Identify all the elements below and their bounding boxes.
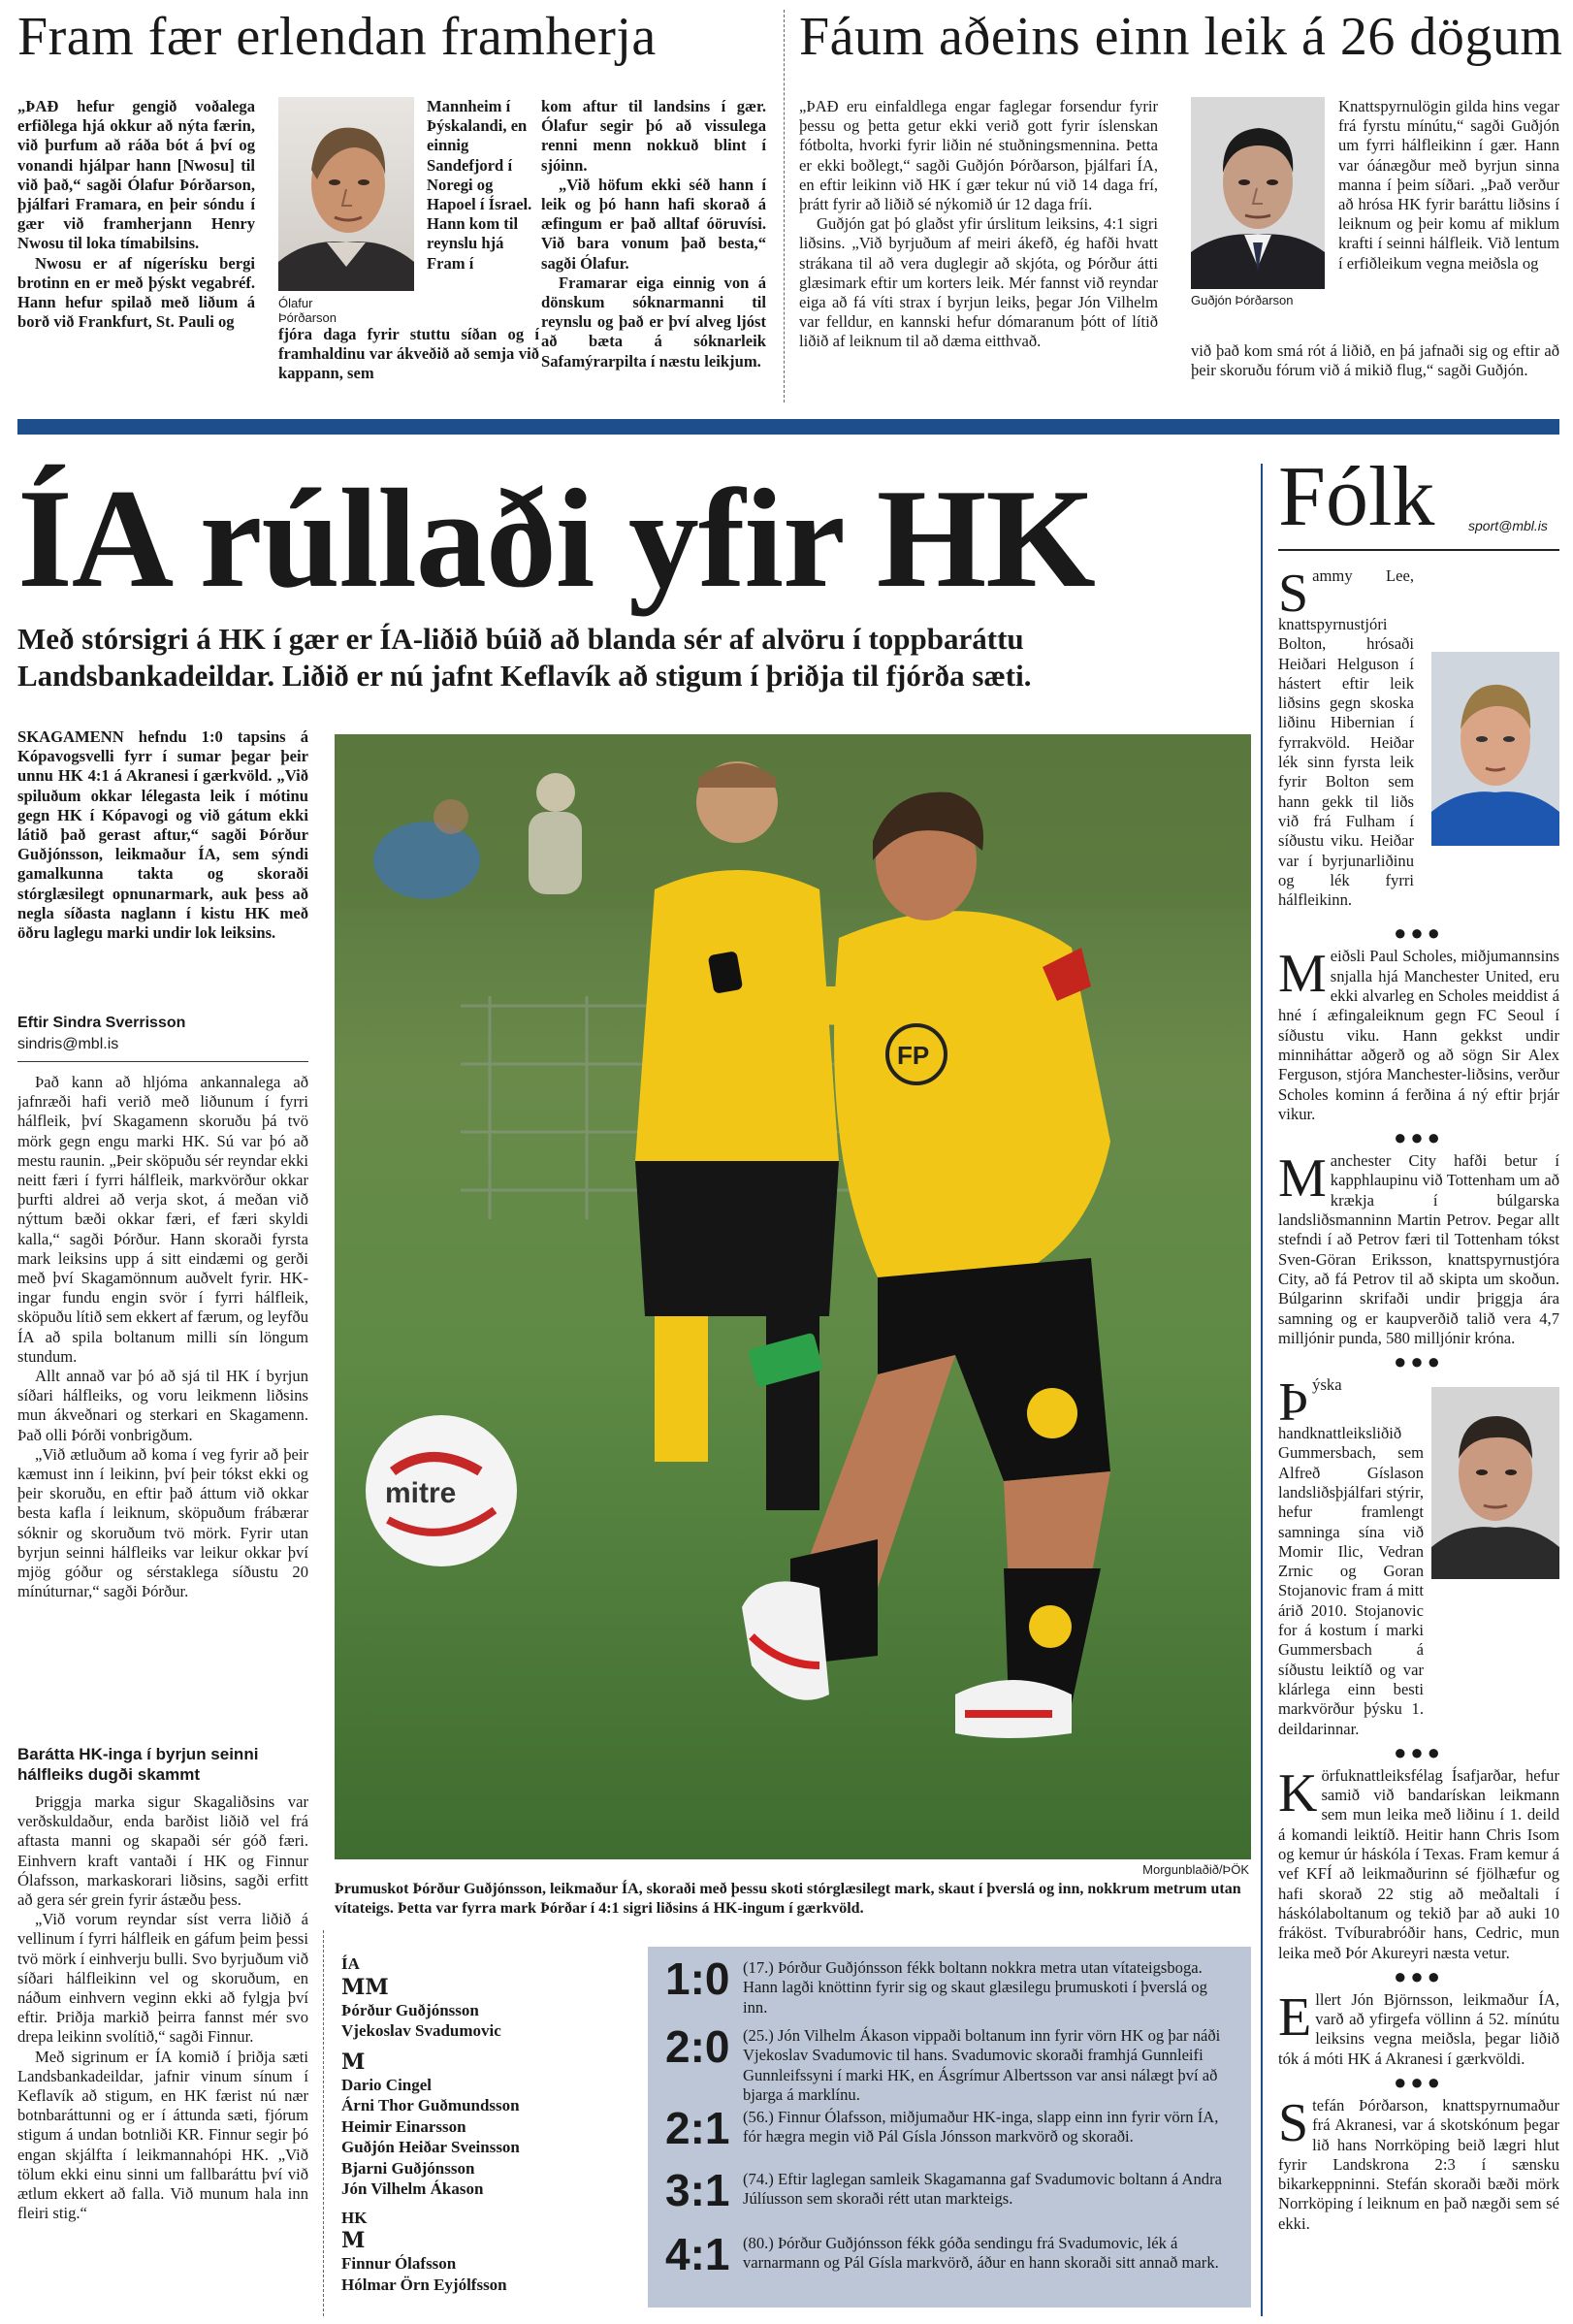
lineup-player: Guðjón Heiðar Sveinsson — [341, 2138, 520, 2156]
top-right-col2 — [1338, 97, 1559, 339]
goal-score: 1:0 — [665, 1953, 730, 2004]
folk-divider — [1261, 464, 1263, 2316]
goal-text: (17.) Þórður Guðjónsson fékk boltann nokkra metra utan vítateigsboga. Hann lagði knöttinn fyrir sig og skaut glæsilegu þrumuskoti í þverslá og inn. — [743, 1958, 1207, 2017]
lineup-player: Hólmar Örn Eyjólfsson — [341, 2275, 507, 2294]
goal-entry — [665, 1953, 1236, 2017]
byline-name: Eftir Sindra Sverrisson — [17, 1015, 186, 1031]
goal-score: 3:1 — [665, 2165, 730, 2215]
lineup — [341, 1953, 623, 2295]
folk-separator: ●●● — [1394, 1739, 1444, 1764]
main-subhead: Með stórsigri á HK í gær er ÍA-liðið búið að blanda sér af alvöru í toppbaráttu Landsbankadeildar. Liðið er nú jafnt Keflavík að stigum í þriðja til fjórða sæti. — [17, 622, 1032, 693]
lineup-player: Vjekoslav Svadumovic — [341, 2021, 501, 2040]
drop-cap: M — [1278, 1148, 1327, 1210]
gudjon-photo — [1191, 97, 1325, 289]
top-left-col3-p3: Framarar eiga einnig von á dönskum sóknarmanni til reynslu og það er því alveg ljóst að bæta á sóknarleik Safamýrarpilta í næstu leikjum. — [541, 273, 766, 371]
folk-separator: ●●● — [1394, 1125, 1444, 1150]
folk-item-text: ammy Lee, knattspyrnustjóri Bolton, hrósaði Heiðari Helguson í hástert eftir leik liðsins gegn skoska liðinu Hibernian í fyrrakvöld. Heiðar lék sinn fyrsta leik fyrir Bolton sem hann gekk til liðs við frá Fulham í síðustu viku. Heiðar var í byrjunarliðinu og lék fyrri hálfleikinn. — [1278, 566, 1414, 910]
lineup-team-ia: ÍA — [341, 1954, 360, 1973]
goal-text: (80.) Þórður Guðjónsson fékk góða sendingu frá Svadumovic, lék á varnarmann og Pál Gísla markvörð, áður en hann skoraði sitt annað mark. — [743, 2234, 1219, 2273]
top-right-col1-p2: Guðjón gat þó glaðst yfir úrslitum leiksins, 4:1 sigri liðsins. „Við byrjuðum af meiri ákefð, ég hafði hvatt strákana til að vera duglegir að skjóta, og Þórður átti glæsimark eftir um korters leik. Mér fannst við reyndar eiga að fá víti strax í byrjun leiks, þegar Jón Vilhelm var felldur, en kannski hefur dómaranum þótt of lítið liðið af leiknum til að dæma eitthvað. — [799, 214, 1158, 351]
lineup-m-label: M — [341, 2049, 366, 2075]
main-body2-p3: Með sigrinum er ÍA komið í þriðja sæti Landsbankadeildar, jafnir vinum sínum í Keflavík að stigum, en HK færist nú nær botnbaráttunni og er í áttunda sæti, fjórum stigum á undan botnliði KR. Finnur segir þó engan skjálfta í leikmannahópi HK. „Við tölum ekki einu sinni um fallbaráttu því við ætlum ekkert að falla. Við munum hala inn fleiri stig.“ — [17, 2047, 308, 2223]
lineup-player: Heimir Einarsson — [341, 2116, 466, 2136]
folk-item — [1278, 1762, 1559, 1963]
gudjon-portrait-icon — [1191, 97, 1325, 289]
photo-caption-text: Þórður Guðjónsson, leikmaður ÍA, skoraði með þessu skoti stórglæsilegt mark, skaut í þverslá og inn, nokkrum metrum utan vítateigs. Þetta var fyrra mark Þórðar í 4:1 sigri liðsins á HK-ingum í gærkvöld. — [335, 1881, 1241, 1917]
section-rule — [17, 419, 1559, 435]
goals-box — [648, 1947, 1251, 2308]
folk-separator: ●●● — [1394, 920, 1444, 946]
drop-cap: S — [1278, 2093, 1309, 2153]
drop-cap: M — [1278, 944, 1327, 1005]
folk-item — [1278, 2093, 1559, 2234]
folk-item-text: tefán Þórðarson, knattspyrnumaður frá Akranesi, var á skotskónum þegar lið hans Norrköping beið lægri hlut fyrir Landskrona 2:3 í sænsku bikarkeppninni. Stefán skoraði bæði mörk Norrköping í leiknum en það nægði sem sé ekki. — [1278, 2096, 1559, 2233]
folk-item-text: anchester City hafði betur í kapphlaupinu við Tottenham um að krækja í búlgarska landsliðsmanninn Martin Petrov. Þegar allt stefndi í að Petrov færi til Tottenham tókst Sven-Göran Eriksson, knattspyrnustjóra City, að fá Petrov til að skipta um skoðun. Búlgarinn skrifaði undir þriggja ára samning og er kaupverðið talið vera 4,7 milljónir punda, 580 milljónir króna. — [1278, 1151, 1559, 1347]
goal-entry — [665, 2021, 1236, 2106]
football-action-photo-icon — [335, 734, 1251, 1859]
goal-entry — [665, 2229, 1236, 2279]
main-body2 — [17, 1792, 308, 2316]
top-left-col1 — [17, 97, 255, 403]
main-body1 — [17, 1073, 308, 1742]
goal-text: (56.) Finnur Ólafsson, miðjumaður HK-inga, slapp einn inn fyrir vörn ÍA, fór hægra megin við Pál Gísla Jónsson markvörð og skoraði. — [743, 2108, 1219, 2146]
top-left-headline: Fram fær erlendan framherja — [17, 7, 657, 67]
olafur-caption — [278, 296, 414, 325]
drop-cap: K — [1278, 1762, 1318, 1824]
top-left-col2-tail-text: fjóra daga fyrir stuttu síðan og í framhaldinu var ákveðið að semja við kappann, sem — [278, 325, 539, 383]
top-right-col1 — [799, 97, 1158, 403]
folk-item-text: llert Jón Björnsson, leikmaður ÍA, varð að yfirgefa völlinn á 52. mínútu leiksins vegna meiðsla, þegar liðið tók á móti HK á Akranesi í gærkvöldi. — [1278, 1989, 1559, 2068]
lineup-mm-label: MM — [341, 1974, 389, 2000]
folk-item-text: eiðsli Paul Scholes, miðjumannsins snjalla hjá Manchester United, eru ekki alvarleg en Scholes meiddist á hné í æfingaleiknum gegn FC Seoul í síðustu viku. Hann gekkst undir minniháttar aðgerð og að sögn Sir Alex Ferguson, stjóra Manchester-liðsins, verður Scholes kominn á ferðina á ný eftir þrjár vikur. — [1278, 947, 1559, 1123]
photo-caption-lead: Þrumuskot — [335, 1881, 409, 1897]
goal-score: 4:1 — [665, 2229, 730, 2279]
top-left-col2-tail — [278, 325, 539, 403]
main-headline: ÍA rúllaði yfir HK — [17, 460, 1095, 617]
folk-item — [1278, 1372, 1424, 1739]
goal-entry — [665, 2165, 1236, 2215]
photo-credit: Morgunblaðið/ÞÖK — [1142, 1862, 1249, 1877]
main-subheading: Barátta HK-inga í byrjun seinni hálfleiks dugði skammt — [17, 1745, 259, 1784]
goal-text: (74.) Eftir laglegan samleik Skagamanna gaf Svadumovic boltann á Andra Júlíusson sem skoraði rétt utan markteigs. — [743, 2170, 1222, 2209]
gudjon-caption: Guðjón Þórðarson — [1191, 293, 1294, 307]
main-body2-p2: „Við vorum reyndar síst verra liðið á vellinum í fyrri hálfleik en gáfum þeim þessi tvö mörk í einhverju bulli. Svo byrjuðum við síðari hálfleikinn vel og skoruðum, en náðum einhvern veginn ekki að fylgja því eftir. Þriðja markið þeirra fannst mér svo drepa leikinn svolítið,“ sagði Finnur. — [17, 1910, 308, 2047]
main-lead-text: SKAGAMENN hefndu 1:0 tapsins á Kópavogsvelli fyrr í sumar þegar þeir unnu HK 4:1 á Akranesi í gærkvöld. „Við spiluðum okkar lélegasta leik í mótinu gegn HK í Kópavogi og við gátum ekki látið það gerast aftur,“ sagði Þórður Guðjónsson, leikmaður ÍA, sem sýndi gamalkunna takta og skoraði stórglæsilegt opnunarmark, auk þess að negla síðasta naglann í kistu HK með öðru laglegu marki undir lok leiksins. — [17, 727, 308, 943]
lineup-player: Dario Cingel — [341, 2075, 433, 2094]
main-body2-p1: Þriggja marka sigur Skagaliðsins var verðskuldaður, enda barðist liðið vel frá aftasta manni og skapaði sér góð færi. Einhvern kraft vantaði í HK og Finnur Ólafsson, markaskorari liðsins, sagði erfitt að gera sér grein fyrir ástæðu þess. — [17, 1792, 308, 1910]
olafur-photo — [278, 97, 414, 291]
olafur-caption-line1: Ólafur — [278, 296, 313, 310]
top-left-col3-p1: kom aftur til landsins í gær. Ólafur segir þó að vissulega renni menn nokkuð blint í sjóinn. — [541, 97, 766, 175]
drop-cap: S — [1278, 564, 1309, 624]
main-body1-p2: Allt annað var þó að sjá til HK í byrjun síðari hálfleiks, og voru leikmenn liðsins mun ákveðnari og sterkari en Skagamenn. Það olli Þórði vonbrigðum. — [17, 1367, 308, 1444]
goal-entry — [665, 2103, 1236, 2153]
lineup-m2-label: M — [341, 2228, 366, 2253]
top-left-col1-p2: Nwosu er af nígerísku bergi brotinn en er með þýskt vegabréf. Hann hefur spilað með liðum á borð við Frankfurt, St. Pauli og — [17, 253, 255, 332]
top-right-col2-tail — [1191, 341, 1559, 403]
main-photo — [335, 734, 1251, 1859]
folk-item — [1278, 566, 1559, 910]
goal-score: 2:1 — [665, 2103, 730, 2153]
top-left-col2 — [427, 97, 539, 325]
folk-separator: ●●● — [1394, 2070, 1444, 2094]
top-left-col1-p1: „ÞAÐ hefur gengið voðalega erfiðlega hjá okkur að nýta færin, við þurfum að ráða bót á því og vonandi hjálpar hann [Nwosu] til við það,“ sagði Ólafur Þórðarson, þjálfari Framara, en þeir sóndu í gær við framherjann Henry Nwosu til loka tímabilsins. — [17, 97, 255, 253]
main-lead — [17, 727, 308, 1001]
olafur-caption-line2: Þórðarson — [278, 310, 337, 325]
lineup-team-hk: HK — [341, 2208, 368, 2227]
folk-item — [1278, 1148, 1559, 1348]
folk-separator: ●●● — [1394, 1963, 1444, 1988]
drop-cap: Þ — [1278, 1372, 1309, 1434]
lineup-player: Árni Thor Guðmundsson — [341, 2096, 520, 2114]
olafur-portrait-icon — [278, 97, 414, 291]
lineup-player: Jón Vilhelm Ákason — [341, 2179, 484, 2198]
photo-caption — [335, 1880, 1251, 1919]
folk-items — [1278, 566, 1559, 2234]
top-right-col1-p1: „ÞAÐ eru einfaldlega engar faglegar forsendur fyrir þessu og þetta getur ekki verið gott fyrir íslenskan fótbolta, hvorki fyrir liðin né stuðningsmennina. Þetta er ekki boðlegt,“ sagði Guðjón Þórðarson, þjálfari ÍA, en eftir leikinn við HK í gær tekur nú við 14 daga frí, þrátt fyrir að liðið sé nýkomið úr 12 daga fríi. — [799, 97, 1158, 214]
top-right-headline: Fáum aðeins einn leik á 26 dögum — [799, 7, 1563, 67]
drop-cap: E — [1278, 1986, 1312, 2048]
top-left-col3 — [541, 97, 766, 403]
folk-title: Fólk — [1278, 450, 1435, 544]
svg-text:mitre: mitre — [385, 1477, 457, 1509]
folk-separator: ●●● — [1394, 1349, 1444, 1374]
lineup-player: Finnur Ólafsson — [341, 2254, 457, 2273]
lineup-divider — [323, 1930, 324, 2316]
folk-rule — [1278, 549, 1559, 551]
goal-text: (25.) Jón Vilhelm Ákason vippaði boltanum inn fyrir vörn HK og þar náði Vjekoslav Svadumovic til hans. Svadumovic skoraði framhjá Gunnleifi Gunnleifssyni í marki HK, en Ásgrímur Albertsson var ansi nálægt því að bjarga á marklínu. — [743, 2026, 1221, 2105]
goal-score: 2:0 — [665, 2021, 730, 2072]
lineup-player: Þórður Guðjónsson — [341, 2000, 479, 2019]
top-left-col2-text: Mannheim í Þýskalandi, en einnig Sandefjord í Noregi og Hapoel í Ísrael. Hann kom til reynslu hjá Fram í — [427, 97, 532, 273]
main-body1-p3: „Við ætluðum að koma í veg fyrir að þeir kæmust inn í leikinn, því þeir tókst ekki og þeir skoruðu, en eftir það áttum við okkar besta kafla í leiknum, sköpuðum frábærar sóknir og skoruðum tvö mörk. Fyrir utan byrjun seinni hálfleiks var leikur okkar því mjög góður og sérstaklega síðustu 20 mínúturnar,“ sagði Þórður. — [17, 1444, 308, 1601]
lineup-player: Bjarni Guðjónsson — [341, 2158, 475, 2178]
top-right-col2-tail-text: við það kom smá rót á liðið, en þá jafnaði sig og eftir að þeir skoruðu fórum við á mikið flug,“ sagði Guðjón. — [1191, 341, 1559, 380]
top-left-col3-p2: „Við höfum ekki séð hann í leik og þó hann hafi skorað á æfingum er það alltaf óöruvísi. Við bara vonum það besta,“ sagði Ólafur. — [541, 175, 766, 273]
svg-text:FP: FP — [897, 1041, 930, 1070]
folk-email[interactable]: sport@mbl.is — [1468, 518, 1548, 533]
top-right-col2-text: Knattspyrnulögin gilda hins vegar frá fyrstu mínútu,“ sagði Guðjón um fyrri hálfleikinn í gær. Hann var óánægður með byrjun sinna manna í þeim síðari. „Það verður að hrósa HK fyrir baráttu liðsins í leiknum og þeir komu af miklum krafti í seinni hálfleik. Við lentum í erfiðleikum vegna meiðsla og — [1338, 97, 1559, 273]
main-body1-p1: Það kann að hljóma ankannalega að jafnræði hafi verið með liðunum í fyrri hálfleik, því Skagamenn skoruðu þá tvö mörk gegn engu marki HK. Sú var þó að mestu raunin. „Þeir sköpuðu sér reyndar ekki neitt færi í fyrri hálfleik, markvörður okkar þurfti aldrei að verja skot, á meðan við nýttum bæði okkar færi, ef færi skyldi kalla,“ sagði Þórður. Hann skoraði fyrsta mark leiksins upp á sitt eindæmi og gerði með því Skagamönnum auðvelt fyrir. HK-ingar fundu engin svör í fyrri hálfleik, sköpuðu lítið sem ekkert af færum, og leyfðu ÍA að spila boltanum milli sín löngum stundum. — [17, 1073, 308, 1366]
folk-item-text: örfuknattleiksfélag Ísafjarðar, hefur samið við bandarískan leikmann sem mun leika með liðinu í 1. deild á komandi leiktíð. Heitir hann Chris Isom og kemur úr háskóla í Texas. Fram kemur á vef KFÍ að leikmaðurinn sé fjölhæfur og hafi skorað 22 stig að meðaltali í háskólaboltanum og tekið þar að auki 10 fráköst. Tvíburabróðir hans, Cedric, mun leika með Þór Akureyri næsta vetur. — [1278, 1765, 1559, 1962]
top-divider — [784, 10, 785, 403]
folk-item — [1278, 944, 1559, 1124]
folk-item-text: ýska handknattleiksliðið Gummersbach, sem Alfreð Gíslason landsliðsþjálfari stýrir, hefur framlengt samninga sína við Momir Ilic, Vedran Zrnic og Goran Stojanovic fram á mitt árið 2010. Stojanovic for á kostum í marki Gummersbach á síðustu leiktíð og var klárlega einn besti markvörður þýsku 1. deildarinnar. — [1278, 1375, 1424, 1738]
byline-rule — [17, 1061, 308, 1062]
byline-email[interactable]: sindris@mbl.is — [17, 1036, 119, 1052]
folk-item — [1278, 1986, 1559, 2069]
